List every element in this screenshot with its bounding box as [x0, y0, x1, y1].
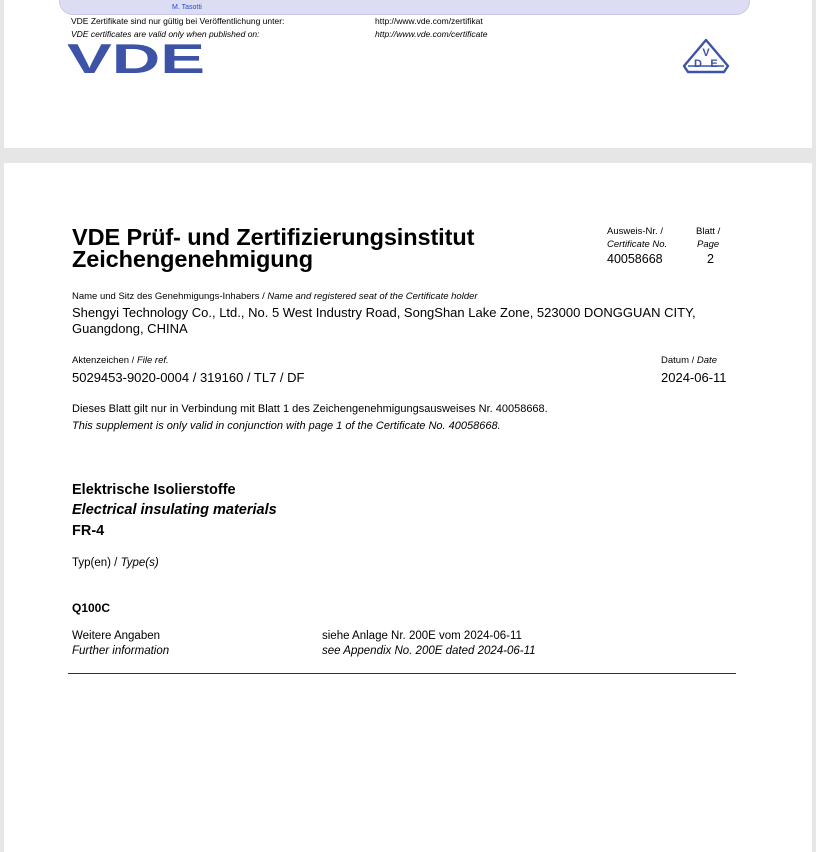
signer-name: M. Tasotti: [172, 4, 202, 11]
cert-no-label-de: Ausweis-Nr. /: [607, 226, 663, 237]
institute-title: VDE Prüf- und Zertifizierungsinstitut: [72, 224, 475, 250]
vde-triangle-mark-icon: [680, 38, 732, 83]
holder-address-line2: Guangdong, CHINA: [72, 321, 188, 336]
further-info-value-de: siehe Anlage Nr. 200E vom 2024-06-11: [322, 630, 522, 642]
product-code: FR-4: [72, 523, 105, 539]
document-title: Zeichengenehmigung: [72, 246, 314, 272]
page-label-de: Blatt /: [696, 226, 721, 237]
date-label: [661, 355, 717, 366]
validity-note-de: VDE Zertifikate sind nur gültig bei Veröffentlichung unter:: [71, 16, 285, 26]
file-ref-label-de: Aktenzeichen /: [72, 355, 135, 366]
vde-logo: [67, 40, 207, 81]
file-ref-label: [72, 355, 169, 366]
validity-note-en: VDE certificates are valid only when published on:: [71, 29, 260, 39]
type-value: Q100C: [72, 601, 111, 615]
vde-logo-text: VDE: [67, 40, 205, 76]
date-label-en: Date: [696, 355, 717, 366]
previous-page: [4, 0, 812, 148]
page-number: 2: [707, 252, 714, 266]
date-label-de: Datum /: [661, 355, 695, 366]
certificate-url-en[interactable]: http://www.vde.com/certificate: [375, 29, 488, 39]
svg-text:D: D: [694, 58, 702, 70]
certificate-url-de[interactable]: http://www.vde.com/zertifikat: [375, 16, 483, 26]
supplement-note-en: This supplement is only valid in conjunction with page 1 of the Certificate No. 40058668.: [72, 420, 501, 432]
file-ref-value: 5029453-9020-0004 / 319160 / TL7 / DF: [72, 370, 305, 385]
file-ref-label-en: File ref.: [136, 355, 169, 366]
signature-band: [59, 0, 750, 15]
holder-address-line1: Shengyi Technology Co., Ltd., No. 5 West Industry Road, SongShan Lake Zone, 523000 DONGGUAN CITY,: [72, 305, 696, 320]
page-label-en: Page: [697, 239, 720, 250]
date-value: 2024-06-11: [661, 370, 727, 385]
further-info-value-en: see Appendix No. 200E dated 2024-06-11: [322, 645, 536, 657]
supplement-note-de: Dieses Blatt gilt nur in Verbindung mit Blatt 1 des Zeichengenehmigungsausweises Nr. 40058668.: [72, 403, 548, 415]
further-info-label-en: Further information: [72, 645, 170, 657]
holder-label: [72, 291, 478, 302]
types-label-en: Type(s): [120, 557, 159, 569]
cert-no-value: 40058668: [607, 252, 663, 266]
svg-text:E: E: [710, 58, 718, 70]
cert-no-label-en: Certificate No.: [607, 239, 668, 250]
section-divider: [68, 673, 736, 674]
further-info-label-de: Weitere Angaben: [72, 630, 161, 642]
svg-text:V: V: [702, 47, 710, 59]
product-name-en: Electrical insulating materials: [72, 502, 277, 518]
holder-label-de: Name und Sitz des Genehmigungs-Inhabers /: [72, 291, 265, 302]
holder-label-en: Name and registered seat of the Certificate holder: [267, 291, 478, 302]
product-name-de: Elektrische Isolierstoffe: [72, 482, 236, 498]
types-label-de: Typ(en) /: [72, 557, 118, 569]
types-label: [72, 557, 159, 569]
